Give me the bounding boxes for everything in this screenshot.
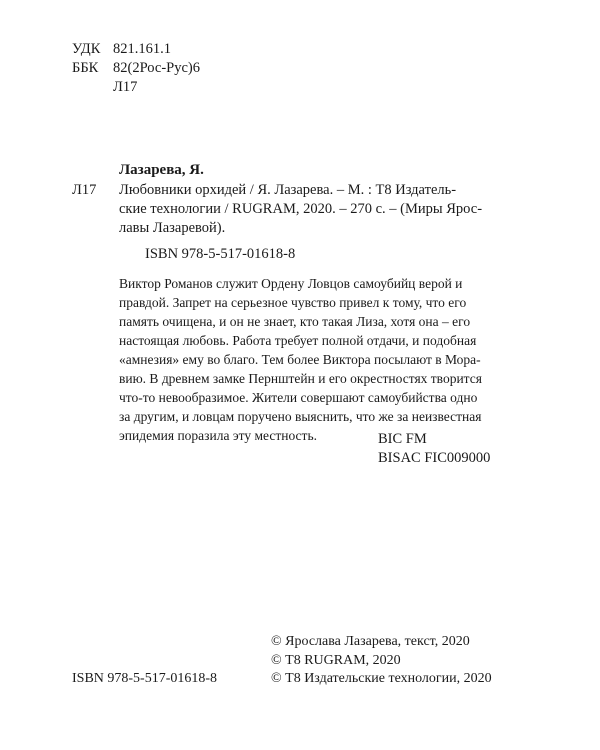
abstract-line: «амнезия» ему во благо. Тем более Виктора посылают в Мора- <box>119 352 481 367</box>
author-mark-row <box>72 78 200 97</box>
abstract-line: вию. В древнем замке Пернштейн и его окрестностях творится <box>119 371 482 386</box>
bisac-code: BISAC FIC009000 <box>378 450 491 466</box>
abstract-line: настоящая любовь. Работа требует полной отдачи, и подобная <box>119 333 477 348</box>
abstract-line: эпидемия поразила эту местность. <box>119 428 317 443</box>
abstract-line: что-то невообразимое. Жители совершают самоубийства одно <box>119 390 478 405</box>
abstract-line: Виктор Романов служит Ордену Ловцов самоубийц верой и <box>119 276 463 291</box>
footer-isbn: ISBN 978-5-517-01618-8 <box>72 671 218 686</box>
description-line: Любовники орхидей / Я. Лазарева. – М. : Т8 Издатель- <box>119 182 457 198</box>
record-description <box>119 181 482 238</box>
abstract-line: память очищена, и он не знает, кто такая Лиза, хотя она – его <box>119 314 471 329</box>
udk-value: 821.161.1 <box>113 41 171 57</box>
bbk-label: ББК <box>72 60 99 76</box>
author-mark: Л17 <box>113 79 138 95</box>
copyright-line: © Т8 RUGRAM, 2020 <box>271 652 401 668</box>
record-side-mark: Л17 <box>72 182 97 198</box>
description-line: лавы Лазаревой). <box>119 220 226 236</box>
subject-codes <box>378 430 490 468</box>
record-isbn: ISBN 978-5-517-01618-8 <box>145 246 296 262</box>
abstract <box>119 274 514 445</box>
bbk-row <box>72 59 200 78</box>
description-line: ские технологии / RUGRAM, 2020. – 270 с. – (Миры Ярос- <box>119 201 483 217</box>
copyright-line: © Т8 Издательские технологии, 2020 <box>271 671 492 686</box>
abstract-line: правдой. Запрет на серьезное чувство привел к тому, что его <box>119 295 467 310</box>
abstract-line: за другим, и ловцам поручено выяснить, что же за неизвестная <box>119 409 482 424</box>
bbk-value: 82(2Рос-Рус)6 <box>113 60 200 76</box>
copyright-line: © Ярослава Лазарева, текст, 2020 <box>271 634 470 649</box>
udk-row <box>72 40 200 59</box>
record-author: Лазарева, Я. <box>119 162 204 178</box>
copyright-block <box>271 633 492 689</box>
classification-block <box>72 40 200 97</box>
footer-isbn-block <box>72 670 217 689</box>
udk-label: УДК <box>72 41 101 57</box>
bic-code: BIC FM <box>378 431 427 447</box>
